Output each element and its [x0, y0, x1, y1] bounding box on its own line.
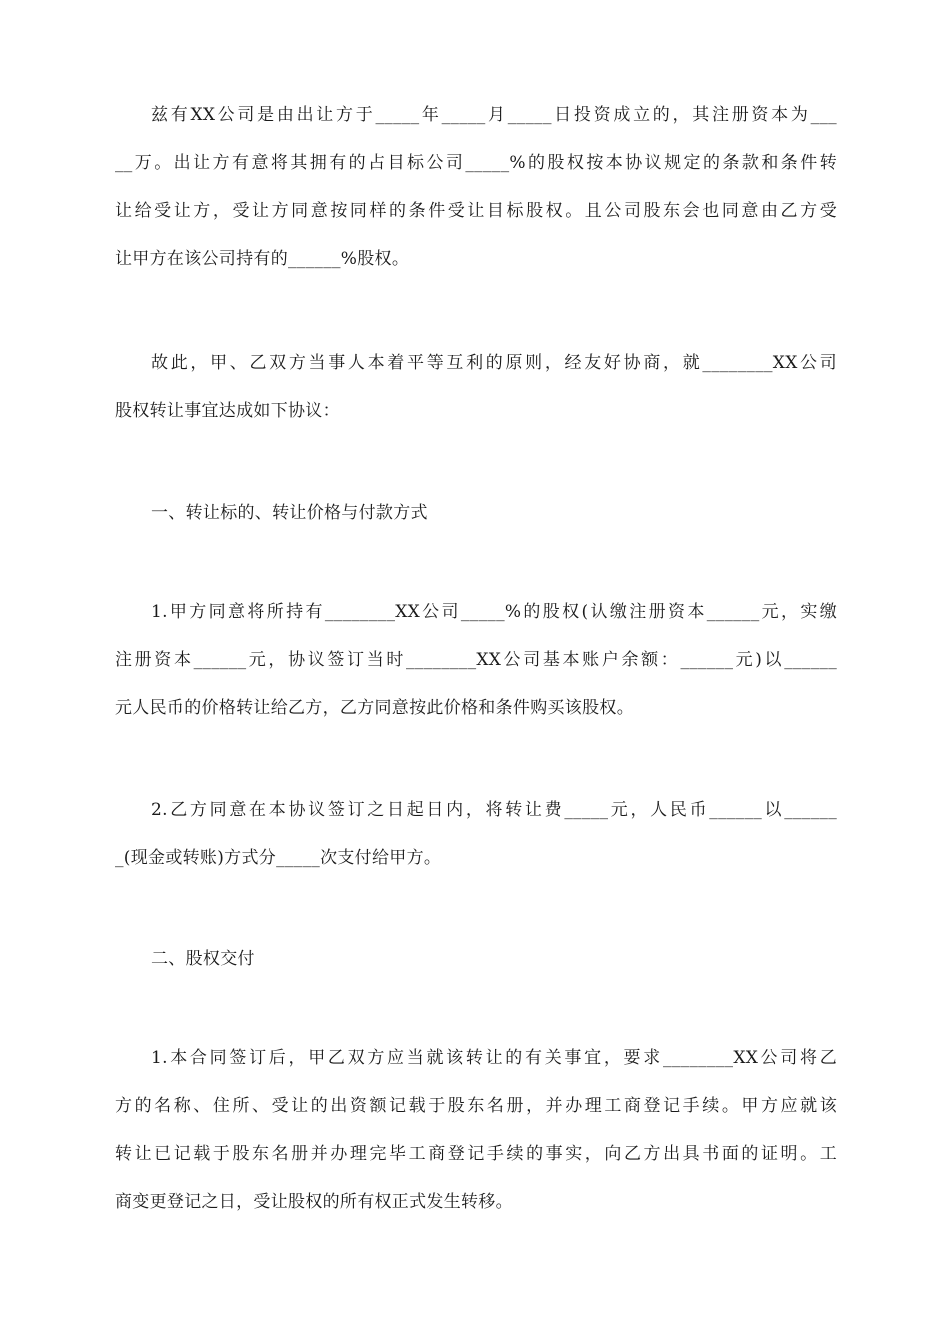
section-heading-2: 二、股权交付: [151, 949, 255, 969]
text-line: 让给受让方，受让方同意按同样的条件受让目标股权。且公司股东会也同意由乙方受: [115, 201, 837, 221]
paragraph-company-background: [115, 91, 837, 283]
text-line: 方的名称、住所、受让的出资额记载于股东名册，并办理工商登记手续。甲方应就该: [115, 1096, 837, 1116]
paragraph-payment: [115, 786, 837, 882]
text-line: 1.本合同签订后，甲乙双方应当就该转让的有关事宜，要求________XX公司将乙: [151, 1048, 837, 1068]
text-line: 兹有XX公司是由出让方于_____年_____月_____日投资成立的，其注册资本为___: [151, 105, 837, 125]
text-line: 股权转让事宜达成如下协议：: [115, 401, 340, 421]
section-heading-1: 一、转让标的、转让价格与付款方式: [151, 503, 428, 523]
text-line: 让甲方在该公司持有的______%股权。: [115, 249, 410, 269]
text-line: __万。出让方有意将其拥有的占目标公司_____%的股权按本协议规定的条款和条件转: [115, 153, 837, 173]
paragraph-equity-delivery: [115, 1034, 837, 1226]
paragraph-agreement-intro: [115, 339, 837, 435]
paragraph-transfer-price: [115, 588, 837, 732]
text-line: 2.乙方同意在本协议签订之日起日内，将转让费_____元，人民币______以______: [151, 800, 837, 820]
text-line: 转让已记载于股东名册并办理完毕工商登记手续的事实，向乙方出具书面的证明。工: [115, 1144, 837, 1164]
text-line: 注册资本______元，协议签订当时________XX公司基本账户余额：______元)以______: [115, 650, 837, 670]
text-line: 故此，甲、乙双方当事人本着平等互利的原则，经友好协商，就________XX公司: [151, 353, 837, 373]
text-line: 元人民币的价格转让给乙方，乙方同意按此价格和条件购买该股权。: [115, 698, 634, 718]
text-line: _(现金或转账)方式分_____次支付给甲方。: [115, 848, 442, 868]
text-line: 商变更登记之日，受让股权的所有权正式发生转移。: [115, 1192, 513, 1212]
text-line: 1.甲方同意将所持有________XX公司_____%的股权(认缴注册资本______元，实缴: [151, 602, 837, 622]
